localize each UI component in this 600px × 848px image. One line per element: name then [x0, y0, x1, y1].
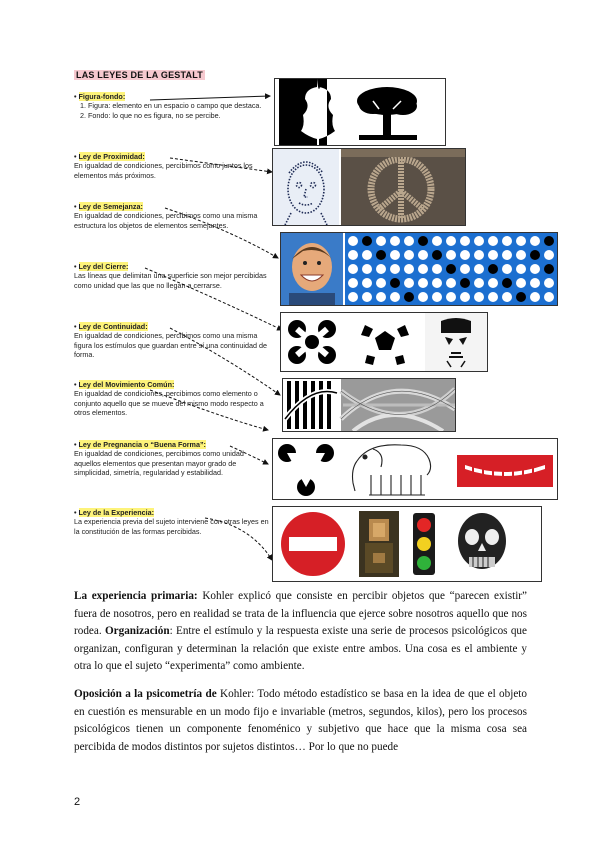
paragraph-lead: Organización	[104, 625, 170, 637]
law-item: 1. Figura: elemento en un espacio o campo que destaca.	[88, 101, 269, 110]
section-title: LAS LEYES DE LA GESTALT	[76, 70, 203, 80]
law-text: En igualdad de condiciones, percibimos como elemento o conjunto aquello que se mueve del mismo modo respecto a otros elementos.	[74, 389, 264, 418]
figure-ground-images	[274, 78, 446, 146]
vertical-bars-icon	[283, 379, 339, 431]
law-name: Ley del Movimiento Común:	[78, 380, 175, 389]
paragraph-experiencia-primaria	[74, 588, 527, 676]
law-text: En igualdad de condiciones, percibimos como una misma estructura los objetos de elementos semejantes.	[74, 211, 258, 230]
smile-teeth-icon	[449, 439, 557, 499]
law-item: 2. Fondo: lo que no es figura, no se percibe.	[88, 111, 269, 120]
page-number: 2	[74, 796, 81, 808]
traffic-light-icon	[413, 513, 435, 575]
paragraph-psicometria	[74, 686, 527, 756]
law-text: Las líneas que delimitan una superficie son mejor percibidas como unidad que las que no llegan a cerrarse.	[74, 271, 267, 290]
proximity-images	[272, 148, 466, 226]
paragraph-text: Kohler:	[216, 688, 258, 700]
elephant-illusion-icon	[341, 439, 445, 499]
rubin-vase-icon	[275, 79, 445, 145]
paragraph-text: Kohler explicó que consiste en percibir objetos que “parecen existir” fuera de nosotros, pero en realidad se trata de la influencia que ejerce sobre nosotros aquello que nos rodea.	[74, 590, 527, 637]
law-name: Ley de Continuidad:	[78, 322, 148, 331]
law-text: En igualdad de condiciones, percibimos como juntos los elementos más próximos.	[74, 161, 253, 180]
law-cierre: • Ley del Cierre: Las líneas que delimitan una superficie son mejor percibidas como unidad que las que no llegan a cerrarse.	[74, 262, 267, 290]
pixelated-mona-lisa-icon	[359, 511, 399, 577]
similarity-images	[280, 232, 558, 306]
law-pregnancia: • Ley de Pregnancia o “Buena Forma”: En igualdad de condiciones, percibimos como unidad aquellos elementos que presentan mayor grado de simplicidad, simetría, regularidad y estabilidad.	[74, 440, 244, 478]
law-movimiento: • Ley del Movimiento Común: En igualdad de condiciones, percibimos como elemento o conjunto aquello que se mueve del mismo modo respecto a otros elementos.	[74, 380, 264, 418]
soccer-ball-icon	[360, 317, 410, 367]
experience-images	[272, 506, 542, 582]
law-figura-fondo: • Figura-fondo: 1. Figura: elemento en un espacio o campo que destaca. 2. Fondo: lo que no es figura, no se percibe.	[74, 92, 269, 120]
law-proximidad: • Ley de Proximidad: En igualdad de condiciones, percibimos como juntos los elementos más próximos.	[74, 152, 253, 180]
skull-illusion-icon	[449, 507, 515, 581]
paragraph-text: : Entre el estímulo y la respuesta existe una serie de procesos psicológicos que organizan, configuran y determinan la relación que existe entre ambos. Una cosa es el ambiente y otra lo que el sujeto “experimenta” como ambiente.	[74, 625, 527, 672]
law-name: Ley de Semejanza:	[78, 202, 143, 211]
continuity-images	[282, 378, 456, 432]
law-name: Figura-fondo:	[78, 92, 126, 101]
law-text: En igualdad de condiciones, percibimos como una misma figura los estímulos que guardan entre sí una continuidad de forma.	[74, 331, 267, 360]
highway-interchange-icon	[341, 379, 455, 431]
no-entry-sign-icon	[273, 507, 353, 581]
law-text: La experiencia previa del sujeto interviene con otras leyes en la constitución de las formas percibidas.	[74, 517, 269, 536]
law-name: Ley de Proximidad:	[78, 152, 145, 161]
paragraph-text: Todo método estadístico se basa en la idea de que el objeto en cuestión es mensurable en un modo fijo e invariable (metros, segundos, kilos), pero los procesos psicológicos tienen un componente fenoménico y subjetivo que hace que la misma cosa sea percibida de modos distintos por sujetos distintos… Por lo que no puede	[74, 688, 527, 753]
kanizsa-triangle-icon	[273, 439, 339, 499]
stormtrooper-face-icon	[425, 313, 487, 371]
law-name: Ley de Pregnancia o “Buena Forma”:	[78, 440, 206, 449]
law-semejanza: • Ley de Semejanza: En igualdad de condiciones, percibimos como una misma estructura los objetos de elementos semejantes.	[74, 202, 258, 230]
law-text: En igualdad de condiciones, percibimos como unidad aquellos elementos que presentan mayor grado de simplicidad, simetría, regularidad y estabilidad.	[74, 449, 244, 478]
closure-images	[280, 312, 488, 372]
law-continuidad: • Ley de Continuidad: En igualdad de condiciones, percibimos como una misma figura los estímulos que guardan entre sí una continuidad de forma.	[74, 322, 267, 360]
paragraph-lead: Oposición a la psicometría de	[74, 688, 217, 700]
law-experiencia: • Ley de la Experiencia: La experiencia previa del sujeto interviene con otras leyes en la constitución de las formas percibidas.	[74, 508, 269, 536]
paragraph-lead: La experiencia primaria:	[74, 590, 198, 602]
pragnanz-images	[272, 438, 558, 500]
law-name: Ley del Cierre:	[78, 262, 129, 271]
closure-pattern-icon	[281, 313, 343, 371]
law-name: Ley de la Experiencia:	[78, 508, 155, 517]
